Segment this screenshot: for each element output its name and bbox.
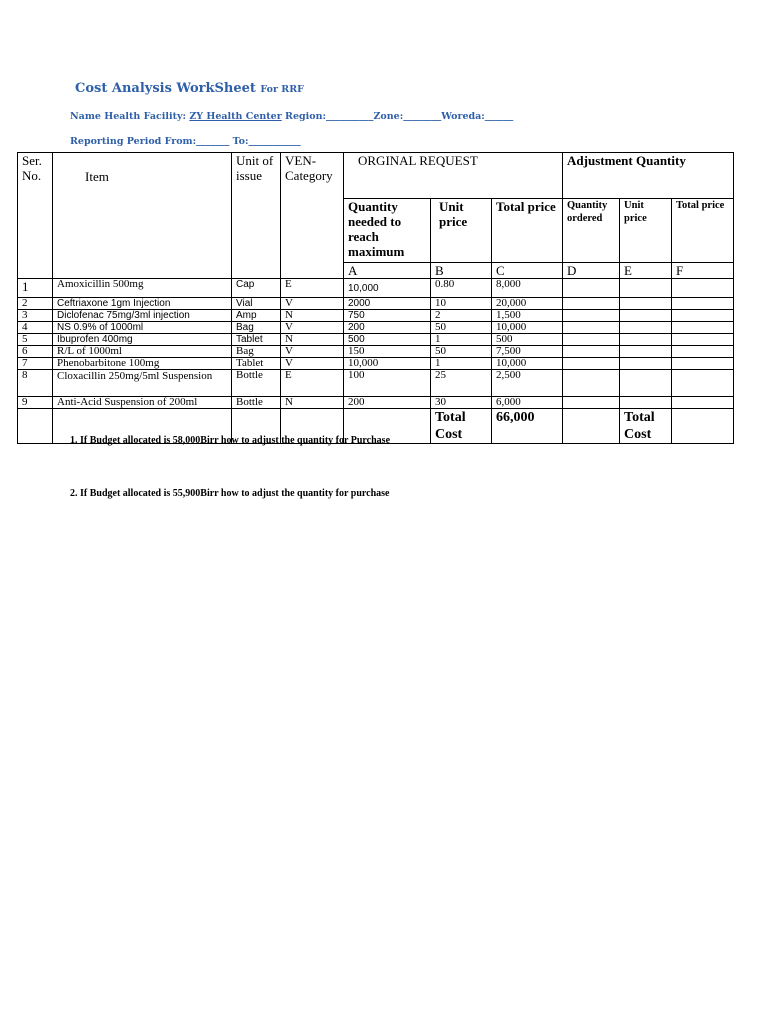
letter-f: F	[672, 263, 734, 279]
table-row	[18, 397, 734, 409]
cell-unit-price: 2	[431, 310, 492, 322]
cell-qty-ordered	[563, 397, 620, 409]
empty-cell	[563, 409, 620, 444]
header-qty-needed: Quantity needed to reach maximum	[344, 199, 431, 263]
cell-adj-total-price	[672, 298, 734, 310]
table-row	[18, 370, 734, 397]
facility-line	[70, 111, 513, 122]
header-qty-ordered: Quantity ordered	[563, 199, 620, 263]
cell-unit-price: 25	[431, 370, 492, 397]
header-unit-of-issue: Unit of issue	[232, 153, 281, 279]
cell-unit: Vial	[232, 298, 281, 310]
cell-adj-unit-price	[620, 334, 672, 346]
cell-ven: E	[281, 370, 344, 397]
cell-item: Anti-Acid Suspension of 200ml	[53, 397, 232, 409]
cell-unit-price: 50	[431, 322, 492, 334]
cell-total-price: 10,000	[492, 322, 563, 334]
cell-ven: E	[281, 279, 344, 298]
cell-adj-unit-price	[620, 397, 672, 409]
cell-total-price: 6,000	[492, 397, 563, 409]
cell-unit-price: 1	[431, 358, 492, 370]
adj-total-cost-label: Total Cost	[620, 409, 672, 444]
cell-adj-unit-price	[620, 346, 672, 358]
letter-a: A	[344, 263, 431, 279]
cell-ven: V	[281, 346, 344, 358]
cell-item: Cloxacillin 250mg/5ml Suspension	[53, 370, 232, 397]
cell-adj-total-price	[672, 370, 734, 397]
table-row	[18, 279, 734, 298]
cell-adj-total-price	[672, 397, 734, 409]
cell-ser-no: 2	[18, 298, 53, 310]
cell-ser-no: 1	[18, 279, 53, 298]
cell-qty-ordered	[563, 358, 620, 370]
header-adj-unit-price: Unit price	[620, 199, 672, 263]
header-adjustment-quantity: Adjustment Quantity	[563, 153, 734, 199]
cell-adj-total-price	[672, 358, 734, 370]
cell-adj-unit-price	[620, 358, 672, 370]
table-row	[18, 358, 734, 370]
cell-total-price: 10,000	[492, 358, 563, 370]
cell-ser-no: 6	[18, 346, 53, 358]
cell-qty-ordered	[563, 346, 620, 358]
cell-adj-total-price	[672, 279, 734, 298]
header-ser-no: Ser. No.	[18, 153, 53, 279]
reporting-period: Reporting Period From:_______ To:___________	[70, 136, 301, 147]
cell-qty: 200	[344, 322, 431, 334]
letter-d: D	[563, 263, 620, 279]
cell-item: NS 0.9% of 1000ml	[53, 322, 232, 334]
cell-unit: Bottle	[232, 397, 281, 409]
cell-qty-ordered	[563, 322, 620, 334]
header-item-label: Item	[85, 169, 109, 184]
header-adj-total-price: Total price	[672, 199, 734, 263]
cell-ser-no: 7	[18, 358, 53, 370]
facility-label: Name Health Facility:	[70, 111, 187, 122]
letter-e: E	[620, 263, 672, 279]
cell-total-price: 500	[492, 334, 563, 346]
cell-qty: 500	[344, 334, 431, 346]
cell-qty: 150	[344, 346, 431, 358]
header-unit-price: Unit price	[431, 199, 492, 263]
letter-b: B	[431, 263, 492, 279]
cell-adj-total-price	[672, 322, 734, 334]
cell-unit: Tablet	[232, 334, 281, 346]
cell-ser-no: 8	[18, 370, 53, 397]
cell-ven: N	[281, 310, 344, 322]
cell-adj-unit-price	[620, 322, 672, 334]
cell-qty-ordered	[563, 279, 620, 298]
cell-qty: 10,000	[344, 358, 431, 370]
header-original-request: ORGINAL REQUEST	[344, 153, 563, 199]
cell-total-price: 8,000	[492, 279, 563, 298]
cell-unit-price: 10	[431, 298, 492, 310]
cell-qty: 10,000	[344, 279, 431, 298]
cell-qty-ordered	[563, 334, 620, 346]
table-row	[18, 298, 734, 310]
question-2: 2. If Budget allocated is 55,900Birr how to adjust the quantity for purchase	[70, 488, 390, 499]
cell-adj-total-price	[672, 346, 734, 358]
total-cost-label: Total Cost	[431, 409, 492, 444]
cell-adj-total-price	[672, 310, 734, 322]
cell-unit: Bottle	[232, 370, 281, 397]
cell-ven: V	[281, 298, 344, 310]
header-ven-category: VEN- Category	[281, 153, 344, 279]
cell-qty: 100	[344, 370, 431, 397]
header-row-1	[18, 153, 734, 199]
header-item	[53, 153, 232, 279]
cell-qty-ordered	[563, 298, 620, 310]
cell-unit-price: 30	[431, 397, 492, 409]
table-row	[18, 346, 734, 358]
cell-item: R/L of 1000ml	[53, 346, 232, 358]
cell-ven: V	[281, 322, 344, 334]
cell-total-price: 1,500	[492, 310, 563, 322]
letter-c: C	[492, 263, 563, 279]
cell-ser-no: 3	[18, 310, 53, 322]
cell-adj-unit-price	[620, 370, 672, 397]
cell-total-price: 2,500	[492, 370, 563, 397]
cost-analysis-table	[17, 152, 734, 444]
cell-ven: N	[281, 397, 344, 409]
cell-ven: N	[281, 334, 344, 346]
table-row	[18, 310, 734, 322]
cell-ven: V	[281, 358, 344, 370]
cell-unit-price: 1	[431, 334, 492, 346]
empty-cell	[18, 409, 53, 444]
cell-ser-no: 5	[18, 334, 53, 346]
cell-item: Phenobarbitone 100mg	[53, 358, 232, 370]
cell-qty-ordered	[563, 370, 620, 397]
adj-total-cost-value	[672, 409, 734, 444]
cell-total-price: 20,000	[492, 298, 563, 310]
cell-adj-unit-price	[620, 310, 672, 322]
cell-unit: Cap	[232, 279, 281, 298]
cell-qty-ordered	[563, 310, 620, 322]
cell-adj-unit-price	[620, 298, 672, 310]
cell-adj-unit-price	[620, 279, 672, 298]
header-total-price: Total price	[492, 199, 563, 263]
cell-total-price: 7,500	[492, 346, 563, 358]
facility-name: ZY Health Center	[189, 111, 282, 122]
table-row	[18, 334, 734, 346]
cell-ser-no: 4	[18, 322, 53, 334]
question-1: 1. If Budget allocated is 58,000Birr how to adjust the quantity for Purchase	[70, 435, 391, 446]
cell-adj-total-price	[672, 334, 734, 346]
cell-item: Ceftriaxone 1gm Injection	[53, 298, 232, 310]
cell-unit: Bag	[232, 322, 281, 334]
total-cost-value: 66,000	[492, 409, 563, 444]
cell-item: Amoxicillin 500mg	[53, 279, 232, 298]
cell-unit: Tablet	[232, 358, 281, 370]
cell-qty: 750	[344, 310, 431, 322]
cell-unit: Amp	[232, 310, 281, 322]
cell-ser-no: 9	[18, 397, 53, 409]
region-zone-woreda: Region:__________Zone:________Woreda:______	[285, 111, 514, 122]
worksheet-title	[75, 81, 304, 96]
table-row	[18, 322, 734, 334]
cell-item: Diclofenac 75mg/3ml injection	[53, 310, 232, 322]
cell-qty: 200	[344, 397, 431, 409]
cell-item: Ibuprofen 400mg	[53, 334, 232, 346]
cell-unit-price: 50	[431, 346, 492, 358]
cell-unit-price: 0.80	[431, 279, 492, 298]
title-main: Cost Analysis WorkSheet	[75, 81, 256, 96]
cell-unit: Bag	[232, 346, 281, 358]
title-suffix: For RRF	[260, 84, 304, 95]
cell-qty: 2000	[344, 298, 431, 310]
